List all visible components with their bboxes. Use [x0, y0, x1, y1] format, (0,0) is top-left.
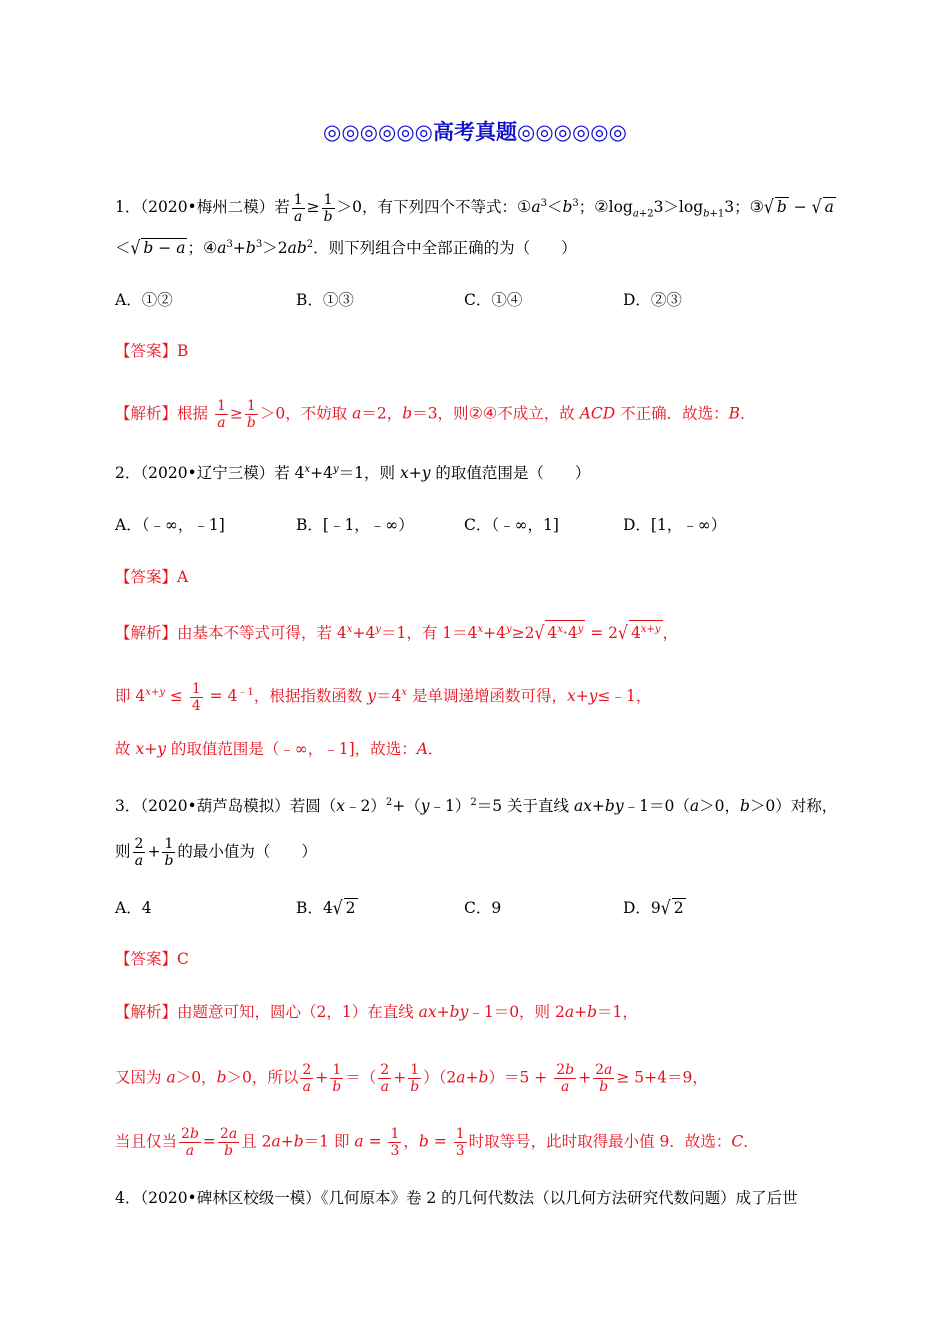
q3-option-b: B．4√ 2: [296, 897, 356, 919]
q3-analysis-line2: 又因为 a＞0，b＞0，所以 $\frac{2}{a}$ + $\frac{1}{b}$ ＝（ $\frac{2}{a}$ + $\frac{1}{b}$ ）（2a+b）＝5 + $\frac{2b}{a}$ + $\frac{2a}{b}$ ≥ 5+4＝9，: [115, 1062, 708, 1095]
q3-stem-line2: 则 $\frac{2}{a}$ + $\frac{1}{b}$ 的最小值为（ ）: [115, 836, 317, 869]
q1-option-b: B．①③: [296, 291, 354, 309]
q1-stem-line2: ＜√ b − a ；$④a^3+b^3>2ab^2$．则下列组合中全部正确的为（ ）: [115, 237, 577, 259]
q1-stem-line1: 1．（2020•梅州二模）若 $\frac{1}{a}$ ≥ $\frac{1}{b}$ ＞0，有下列四个不等式：$①a^3<b^3$；$②\log_{a+2}3>\log_{b+1}3$；③√ b − √ a: [115, 191, 834, 225]
q2-option-c: C．（﹣∞，1]: [464, 516, 559, 534]
q2-option-a: A．（﹣∞，﹣1]: [115, 516, 225, 534]
q3-analysis-line1: 【解析】由题意可知，圆心（2，1）在直线 ax+by﹣1＝0，则 2a+b＝1，: [115, 1003, 638, 1021]
q3-option-d: D．9√ 2: [623, 897, 684, 919]
q3-answer: 【答案】C: [115, 950, 189, 968]
page-title: ◎◎◎◎◎◎高考真题◎◎◎◎◎◎: [323, 120, 627, 144]
q2-option-d: D．[1，﹣∞）: [623, 516, 727, 534]
q4-stem-line1: 4．（2020•碑林区校级一模）《几何原本》卷 2 的几何代数法（以几何方法研究代数问题）成了后世: [115, 1189, 798, 1207]
q1-option-c: C．①④: [464, 291, 523, 309]
q1-answer: 【答案】B: [115, 342, 189, 360]
q2-analysis-line1: 【解析】由基本不等式可得，若 $4^x+4^y=1$，有 $1=4^x+4^y\ge 2√$ $4^x\cdot 4^y = 2√$ $4^{x+y}$ ，: [115, 617, 840, 646]
q3-option-c: C．9: [464, 899, 502, 917]
q1-option-a: A．①②: [115, 291, 173, 309]
q3-option-a: A．4: [115, 899, 152, 917]
q1-option-d: D．②③: [623, 291, 682, 309]
q3-stem-line1: 3．（2020•葫芦岛模拟）若圆（x﹣2）$^2$+（y﹣1）$^2$＝5 关于直线 ax+by﹣1＝0（a＞0，b＞0）对称，: [115, 797, 838, 816]
q1-analysis: 【解析】根据 $\frac{1}{a}$ ≥ $\frac{1}{b}$ ＞0，不妨取 a＝2，b＝3，则②④不成立，故 ACD 不正确．故选：B．: [115, 398, 756, 431]
q2-answer: 【答案】A: [115, 568, 189, 586]
q2-option-b: B．[﹣1，﹣∞）: [296, 516, 414, 534]
q2-stem: 2．（2020•辽宁三模）若 $4^x+4^y=1$，则 x+y 的取值范围是（ ）: [115, 464, 591, 483]
q2-analysis-line2: 即 $4^{x+y}$ ≤ $\frac{1}{4}$ = $4^{﹣1}$，根据指数函数 $y=4^x$ 是单调递增函数可得，x+y≤﹣1，: [115, 680, 652, 714]
q2-analysis-line3: 故 x+y 的取值范围是（﹣∞，﹣1]，故选：A．: [115, 740, 444, 758]
q3-analysis-line3: 当且仅当 $\frac{2b}{a}$ = $\frac{2a}{b}$ 且 2a+b＝1 即 a = $\frac{1}{3}$ ，b = $\frac{1}{3}$ 时取等号，此时取得最小值 9．故选：C．: [115, 1126, 759, 1159]
